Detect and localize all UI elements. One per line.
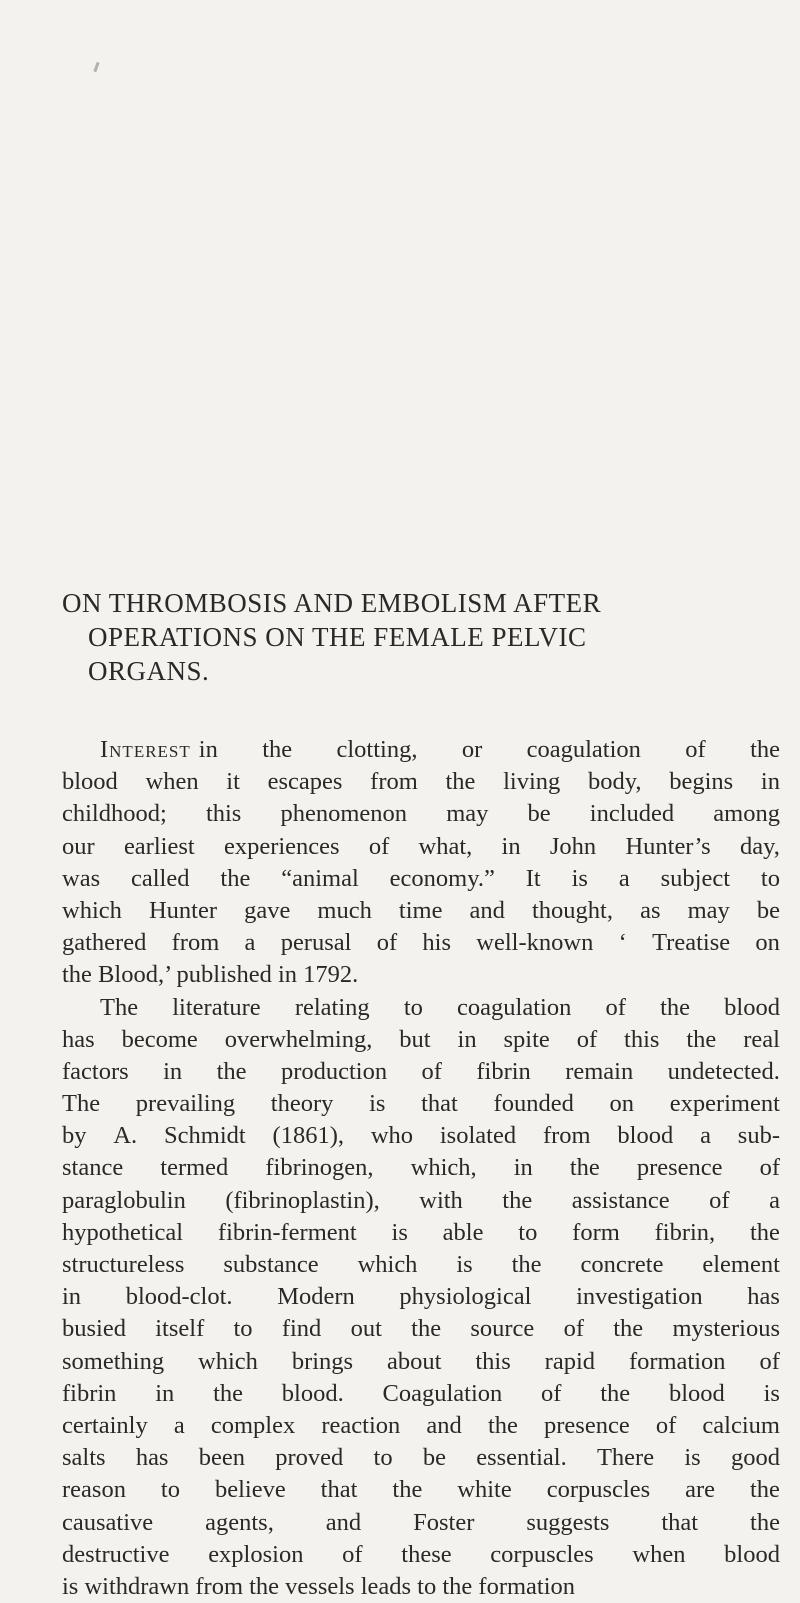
word: this	[475, 1346, 510, 1378]
word: from	[370, 766, 418, 798]
word: blood	[724, 992, 780, 1024]
word: from	[543, 1120, 591, 1152]
line-text	[62, 831, 780, 863]
word: has	[747, 1281, 780, 1313]
word: certainly	[62, 1410, 148, 1442]
line-text	[62, 1410, 780, 1442]
word: by	[62, 1120, 87, 1152]
text-line	[62, 1217, 780, 1249]
word: the	[445, 766, 475, 798]
word: theory	[271, 1088, 334, 1120]
line-text	[62, 766, 780, 798]
word: about	[387, 1346, 441, 1378]
line-text	[62, 1056, 780, 1088]
word: has	[62, 1024, 95, 1056]
word: experiences	[224, 831, 340, 863]
word: reason	[62, 1474, 126, 1506]
word: fibrin,	[655, 1217, 716, 1249]
word: as	[640, 895, 660, 927]
line-text	[62, 1281, 780, 1313]
word: termed	[160, 1152, 228, 1184]
word: in	[761, 766, 780, 798]
word: on	[610, 1088, 635, 1120]
word: brings	[292, 1346, 353, 1378]
word: formation	[629, 1346, 726, 1378]
word: the	[213, 1378, 243, 1410]
word: John	[550, 831, 596, 863]
word: the	[502, 1185, 532, 1217]
word: day,	[740, 831, 780, 863]
line-text	[62, 1313, 780, 1345]
word: or	[462, 734, 482, 766]
word: a	[619, 863, 630, 895]
word: and	[326, 1507, 361, 1539]
word: Foster	[413, 1507, 474, 1539]
text-line	[62, 992, 780, 1024]
word: subject	[661, 863, 730, 895]
heading-line-2: OPERATIONS ON THE FEMALE PELVIC	[62, 620, 772, 654]
word: these	[401, 1539, 451, 1571]
word: a	[174, 1410, 185, 1442]
word: Schmidt	[164, 1120, 246, 1152]
word: from	[172, 927, 220, 959]
word: experiment	[670, 1088, 780, 1120]
word: in	[458, 1024, 477, 1056]
word: presence	[544, 1410, 630, 1442]
word: this	[624, 1024, 659, 1056]
word: the	[750, 1217, 780, 1249]
word: of	[685, 734, 705, 766]
word: causative	[62, 1507, 153, 1539]
word: a	[769, 1185, 780, 1217]
word: in	[502, 831, 521, 863]
line-text	[62, 1185, 780, 1217]
word: of	[605, 992, 625, 1024]
word: which	[198, 1346, 258, 1378]
word: to	[234, 1313, 253, 1345]
text-line	[62, 1024, 780, 1056]
line-text	[62, 1088, 780, 1120]
text-line	[62, 1378, 780, 1410]
word: is	[392, 1217, 408, 1249]
word: the	[600, 1378, 630, 1410]
word: element	[702, 1249, 780, 1281]
word: literature	[172, 992, 260, 1024]
word: what,	[419, 831, 473, 863]
word: and	[426, 1410, 461, 1442]
text-line	[62, 1410, 780, 1442]
word: which	[62, 895, 122, 927]
word: clotting,	[337, 734, 418, 766]
word: to	[518, 1217, 537, 1249]
word: fibrin	[62, 1378, 116, 1410]
heading-line-3: ORGANS.	[62, 654, 772, 688]
word: gathered	[62, 927, 146, 959]
line-text	[62, 863, 780, 895]
word: time	[399, 895, 443, 927]
word: is	[684, 1442, 700, 1474]
word: remain	[565, 1056, 633, 1088]
word: calcium	[702, 1410, 780, 1442]
word: this	[206, 798, 241, 830]
text-line	[62, 1120, 780, 1152]
word: who	[371, 1120, 413, 1152]
word: begins	[669, 766, 733, 798]
word: spite	[504, 1024, 550, 1056]
word: of	[422, 1056, 442, 1088]
word: gave	[244, 895, 290, 927]
line-text	[62, 927, 780, 959]
word: his	[422, 927, 451, 959]
word: Hunter	[149, 895, 217, 927]
word: (fibrinoplastin),	[225, 1185, 379, 1217]
word: phenomenon	[280, 798, 407, 830]
drop-word: Interest	[100, 734, 191, 766]
word: essential.	[476, 1442, 567, 1474]
word: founded	[494, 1088, 574, 1120]
word: it	[226, 766, 240, 798]
text-line	[62, 1474, 780, 1506]
word: Hunter’s	[625, 831, 710, 863]
word: production	[281, 1056, 387, 1088]
word: reaction	[321, 1410, 400, 1442]
word: the	[750, 1507, 780, 1539]
word: “animal	[281, 863, 359, 895]
word: Modern	[277, 1281, 355, 1313]
word: physiological	[399, 1281, 531, 1313]
word: of	[541, 1378, 561, 1410]
word: of	[656, 1410, 676, 1442]
word: fibrin	[476, 1056, 530, 1088]
word: paraglobulin	[62, 1185, 186, 1217]
body-text	[62, 734, 780, 1603]
word: escapes	[268, 766, 343, 798]
word: the	[613, 1313, 643, 1345]
word: corpuscles	[490, 1539, 593, 1571]
word: complex	[211, 1410, 295, 1442]
word: when	[632, 1539, 685, 1571]
word: stance	[62, 1152, 123, 1184]
word: explosion	[208, 1539, 303, 1571]
text-line	[62, 1539, 780, 1571]
word: body,	[588, 766, 642, 798]
heading-line-1: ON THROMBOSIS AND EMBOLISM AFTER	[62, 586, 772, 620]
word: in	[155, 1378, 174, 1410]
word: a	[245, 927, 256, 959]
line-text	[62, 1152, 780, 1184]
line-text	[199, 734, 780, 766]
word: (1861),	[273, 1120, 344, 1152]
word: of	[369, 831, 389, 863]
word: to	[374, 1442, 393, 1474]
word: in	[514, 1152, 533, 1184]
word: isolated	[440, 1120, 516, 1152]
word: become	[122, 1024, 198, 1056]
word: sub-	[738, 1120, 780, 1152]
word: white	[457, 1474, 511, 1506]
word: hypothetical	[62, 1217, 183, 1249]
word: good	[731, 1442, 780, 1474]
text-line	[62, 863, 780, 895]
word: blood	[617, 1120, 673, 1152]
word: proved	[275, 1442, 343, 1474]
word: a	[700, 1120, 711, 1152]
word: blood-clot.	[126, 1281, 233, 1313]
word: coagulation	[527, 734, 641, 766]
word: blood	[669, 1378, 725, 1410]
word: fibrin-ferment	[218, 1217, 357, 1249]
word: the	[411, 1313, 441, 1345]
word: in	[62, 1281, 81, 1313]
word: much	[317, 895, 371, 927]
word: the	[750, 1474, 780, 1506]
word: which,	[411, 1152, 477, 1184]
text-line	[62, 1281, 780, 1313]
text-line	[62, 1249, 780, 1281]
word: earliest	[124, 831, 195, 863]
line-text	[62, 1024, 780, 1056]
word: out	[351, 1313, 382, 1345]
word: overwhelming,	[225, 1024, 373, 1056]
word: is	[764, 1378, 780, 1410]
word: among	[713, 798, 780, 830]
text-line	[62, 1442, 780, 1474]
text-line	[62, 831, 780, 863]
paragraph	[62, 734, 780, 992]
word: in	[199, 734, 218, 766]
word: is	[369, 1088, 385, 1120]
word: blood	[62, 766, 118, 798]
word: rapid	[545, 1346, 595, 1378]
text-line	[62, 1507, 780, 1539]
word: was	[62, 863, 100, 895]
line-text: the Blood,’ published in 1792.	[62, 959, 358, 991]
word: substance	[223, 1249, 318, 1281]
word: structureless	[62, 1249, 184, 1281]
word: of	[760, 1152, 780, 1184]
text-line	[62, 1088, 780, 1120]
text-line	[62, 959, 780, 991]
word: of	[577, 1024, 597, 1056]
word: factors	[62, 1056, 129, 1088]
word: coagulation	[457, 992, 571, 1024]
word: of	[342, 1539, 362, 1571]
text-line	[62, 1313, 780, 1345]
line-text	[62, 1507, 780, 1539]
page-speck	[93, 62, 99, 72]
word: blood.	[282, 1378, 344, 1410]
word: form	[572, 1217, 620, 1249]
word: the	[660, 992, 690, 1024]
word: the	[392, 1474, 422, 1506]
word: to	[761, 863, 780, 895]
word: assistance	[572, 1185, 670, 1217]
word: able	[443, 1217, 484, 1249]
text-line	[62, 1056, 780, 1088]
word: busied	[62, 1313, 126, 1345]
word: believe	[215, 1474, 286, 1506]
word: thought,	[532, 895, 613, 927]
word: real	[743, 1024, 780, 1056]
word: the	[570, 1152, 600, 1184]
word: childhood;	[62, 798, 167, 830]
word: may	[446, 798, 488, 830]
word: the	[262, 734, 292, 766]
word: well-known	[476, 927, 593, 959]
word: Coagulation	[383, 1378, 503, 1410]
word: fibrinogen,	[265, 1152, 373, 1184]
word: may	[688, 895, 730, 927]
word: mysterious	[672, 1313, 780, 1345]
text-line	[62, 1346, 780, 1378]
text-line	[62, 734, 780, 766]
word: living	[503, 766, 560, 798]
paragraph	[62, 992, 780, 1603]
word: Treatise	[652, 927, 730, 959]
word: is	[456, 1249, 472, 1281]
word: the	[488, 1410, 518, 1442]
word: called	[131, 863, 190, 895]
word: perusal	[281, 927, 352, 959]
line-text	[100, 992, 780, 1024]
word: prevailing	[136, 1088, 235, 1120]
word: It	[526, 863, 541, 895]
word: of	[564, 1313, 584, 1345]
word: something	[62, 1346, 164, 1378]
word: included	[590, 798, 674, 830]
word: are	[685, 1474, 715, 1506]
word: but	[399, 1024, 430, 1056]
word: the	[220, 863, 250, 895]
line-text	[62, 1442, 780, 1474]
line-text	[62, 895, 780, 927]
line-text	[62, 1346, 780, 1378]
word: the	[512, 1249, 542, 1281]
word: to	[161, 1474, 180, 1506]
text-line	[62, 766, 780, 798]
text-line	[62, 1571, 780, 1603]
text-line	[62, 798, 780, 830]
word: suggests	[526, 1507, 609, 1539]
line-text	[62, 1120, 780, 1152]
word: agents,	[205, 1507, 274, 1539]
word: which	[358, 1249, 418, 1281]
word: investigation	[576, 1281, 703, 1313]
word: our	[62, 831, 95, 863]
word: relating	[295, 992, 370, 1024]
word: find	[282, 1313, 321, 1345]
word: blood	[724, 1539, 780, 1571]
word: A.	[113, 1120, 137, 1152]
word: be	[757, 895, 780, 927]
word: The	[62, 1088, 100, 1120]
word: on	[755, 927, 780, 959]
word: is	[572, 863, 588, 895]
word: the	[686, 1024, 716, 1056]
word: source	[470, 1313, 534, 1345]
line-text	[62, 1539, 780, 1571]
text-line	[62, 1152, 780, 1184]
word: the	[217, 1056, 247, 1088]
word: that	[661, 1507, 698, 1539]
line-text: is withdrawn from the vessels leads to the formation	[62, 1571, 575, 1603]
word: when	[146, 766, 199, 798]
word: itself	[155, 1313, 204, 1345]
line-text	[62, 1474, 780, 1506]
word: economy.”	[390, 863, 495, 895]
word: There	[597, 1442, 654, 1474]
chapter-heading	[62, 586, 772, 688]
word: be	[528, 798, 551, 830]
word: of	[709, 1185, 729, 1217]
word: ‘	[619, 927, 627, 959]
line-text	[62, 1249, 780, 1281]
word: destructive	[62, 1539, 170, 1571]
word: corpuscles	[547, 1474, 650, 1506]
word: has	[136, 1442, 169, 1474]
word: and	[470, 895, 505, 927]
line-text	[62, 798, 780, 830]
word: of	[759, 1346, 779, 1378]
word: been	[199, 1442, 245, 1474]
word: the	[750, 734, 780, 766]
word: that	[321, 1474, 358, 1506]
word: in	[163, 1056, 182, 1088]
word: of	[377, 927, 397, 959]
word: with	[419, 1185, 463, 1217]
text-line	[62, 895, 780, 927]
word: to	[404, 992, 423, 1024]
word: undetected.	[668, 1056, 780, 1088]
word: concrete	[580, 1249, 663, 1281]
line-text	[62, 1217, 780, 1249]
text-line	[62, 927, 780, 959]
line-text	[62, 1378, 780, 1410]
text-line	[62, 1185, 780, 1217]
word: that	[421, 1088, 458, 1120]
word: salts	[62, 1442, 106, 1474]
word: presence	[637, 1152, 723, 1184]
word: The	[100, 992, 138, 1024]
word: be	[423, 1442, 446, 1474]
